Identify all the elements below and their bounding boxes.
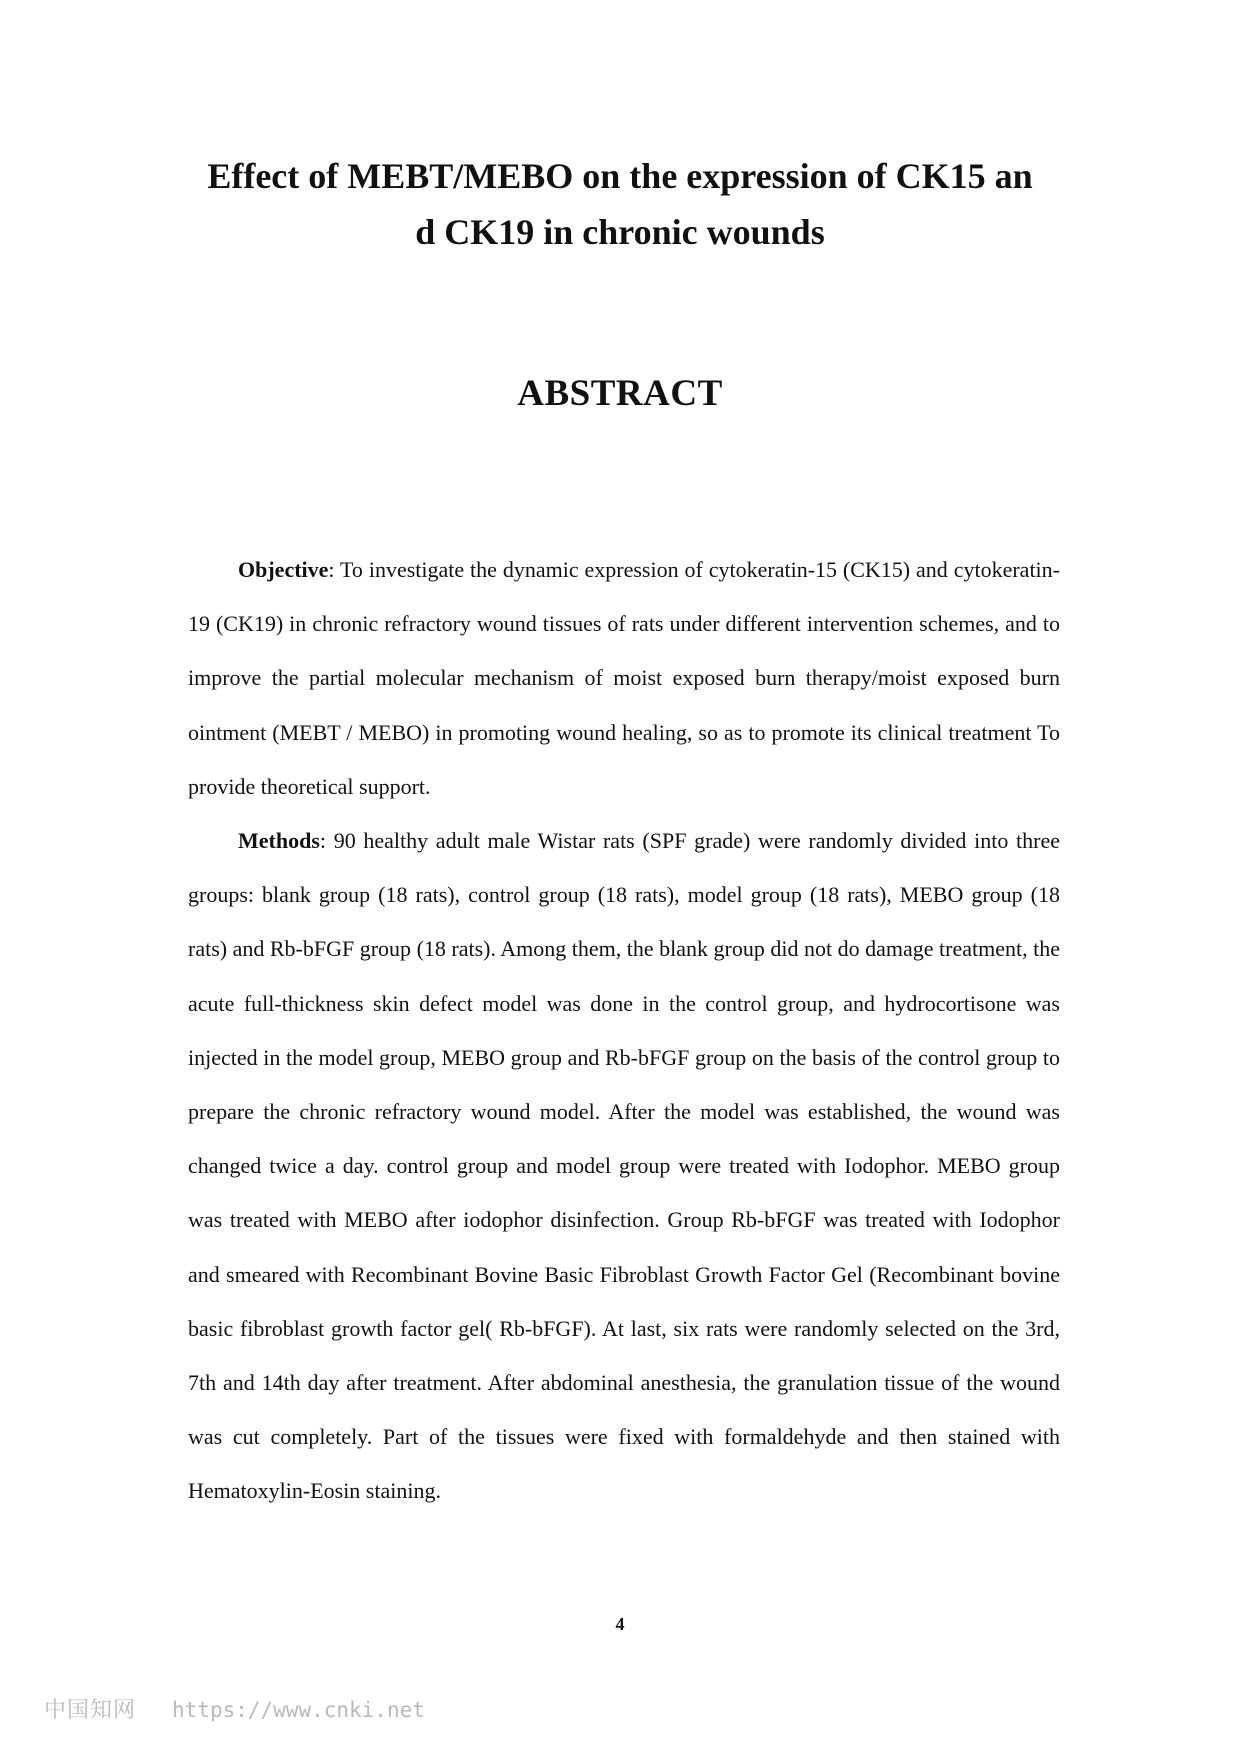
watermark-url: https://www.cnki.net [172, 1698, 425, 1722]
objective-text: : To investigate the dynamic expression of cytokeratin-15 (CK15) and cytokeratin-19 (CK19) in chronic refractory wound tissues of rats under different intervention schemes, and to improve the partial molecular mechanism of moist exposed burn therapy/moist exposed burn ointment (MEBT / MEBO) in promoting wound healing, so as to promote its clinical treatment To provide theoretical support. [188, 557, 1060, 799]
abstract-body [188, 543, 1060, 1519]
watermark-site-name: 中国知网 [44, 1698, 137, 1723]
objective-label: Objective [238, 557, 329, 582]
title-line-2: d CK19 in chronic wounds [415, 212, 825, 252]
document-title [180, 148, 1060, 260]
page-number: 4 [615, 1614, 625, 1634]
methods-text: : 90 healthy adult male Wistar rats (SPF grade) were randomly divided into three groups: blank group (18 rats), control group (18 rats), model group (18 rats), MEBO group (18 rats) and Rb-bFGF group (18 rats). Among them, the blank group did not do damage treatment, the acute full-thickness skin defect model was done in the control group, and hydrocortisone was injected in the model group, MEBO group and Rb-bFGF group on the basis of the control group to prepare the chronic refractory wound model. After the model was established, the wound was changed twice a day. control group and model group were treated with Iodophor. MEBO group was treated with MEBO after iodophor disinfection. Group Rb-bFGF was treated with Iodophor and smeared with Recombinant Bovine Basic Fibroblast Growth Factor Gel (Recombinant bovine basic fibroblast growth factor gel( Rb-bFGF). At last, six rats were randomly selected on the 3rd, 7th and 14th day after treatment. After abdominal anesthesia, the granulation tissue of the wound was cut completely. Part of the tissues were fixed with formaldehyde and then stained with Hematoxylin-Eosin staining. [188, 828, 1060, 1504]
methods-paragraph [188, 814, 1060, 1519]
objective-paragraph [188, 543, 1060, 814]
cnki-watermark [44, 1696, 425, 1725]
title-line-1: Effect of MEBT/MEBO on the expression of CK15 an [207, 156, 1033, 196]
methods-label: Methods [238, 828, 320, 854]
abstract-heading: ABSTRACT [517, 373, 723, 414]
